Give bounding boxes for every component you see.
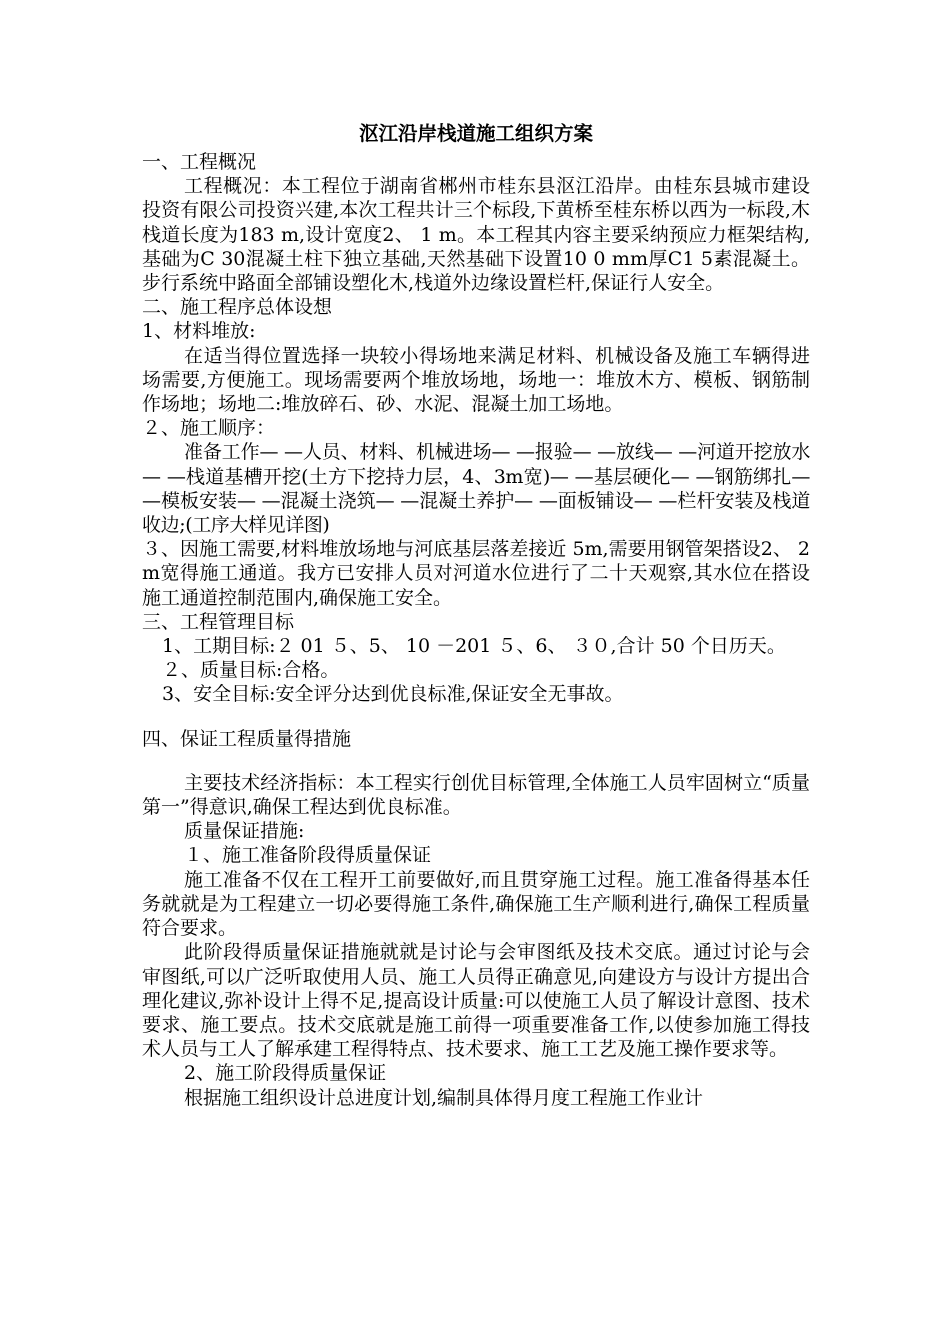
- section-1-paragraph: 工程概况：本工程位于湖南省郴州市桂东县沤江沿岸。由桂东县城市建设投资有限公司投资兴建,本次工程共计三个标段,下黄桥至桂东桥以西为一标段,木栈道长度为183 m,设计宽度2、 1 m。本工程其内容主要采纳预应力框架结构,基础为C 30混凝土柱下独立基础,天然基础下设置10 0 mm厚C1 5素混凝土。步行系统中路面全部铺设塑化木,栈道外边缘设置栏杆,保证行人安全。: [142, 175, 810, 295]
- section-2-subheading-1: 1、材料堆放:: [142, 320, 256, 343]
- section-1-heading: 一、工程概况: [142, 151, 257, 173]
- section-4-subheading-2: 2、施工阶段得质量保证: [184, 1062, 387, 1085]
- section-3-item-2: ２、质量目标:合格。: [162, 659, 340, 682]
- section-4-paragraph-1: 主要技术经济指标：本工程实行创优目标管理,全体施工人员牢固树立“质量第一”得意识,确保工程达到优良标准。: [142, 771, 810, 819]
- section-2-paragraph-2: 准备工作— —人员、材料、机械进场— —报验— —放线— —河道开挖放水— —栈道基槽开挖(土方下挖持力层，4、3m宽)— —基层硬化— —钢筋绑扎— —模板安装— —混凝土浇筑— —混凝土养护— —面板铺设— —栏杆安装及栈道收边;(工序大样见详图): [142, 441, 810, 537]
- document-body: [142, 121, 810, 1110]
- section-2-paragraph-1: 在适当得位置选择一块较小得场地来满足材料、机械设备及施工车辆得进场需要,方便施工。现场需要两个堆放场地，场地一：堆放木方、模板、钢筋制作场地；场地二:堆放碎石、砂、水泥、混凝土加工场地。: [142, 344, 810, 416]
- section-2-paragraph-3: ３、因施工需要,材料堆放场地与河底基层落差接近 5m,需要用钢管架搭设2、 2 m宽得施工通道。我方已安排人员对河道水位进行了二十天观察,其水位在搭设施工通道控制范围内,确保施工安全。: [142, 538, 810, 609]
- section-4-subheading-1: １、施工准备阶段得质量保证: [184, 844, 432, 867]
- section-4-paragraph-2: 质量保证措施:: [184, 820, 305, 843]
- section-3-item-3: 3、安全目标:安全评分达到优良标准,保证安全无事故。: [162, 683, 624, 706]
- section-3-heading: 三、工程管理目标: [142, 610, 295, 633]
- section-3-item-1: 1、工期目标:２ 01 ５、5、 10 －201 ５、6、 ３０,合计 50 个日历天。: [162, 635, 786, 658]
- section-4-paragraph-3: 施工准备不仅在工程开工前要做好,而且贯穿施工过程。施工准备得基本任务就就是为工程建立一切必要得施工条件,确保施工生产顺利进行,确保工程质量符合要求。: [142, 868, 810, 940]
- section-2-subheading-2: ２、施工顺序：: [142, 417, 276, 440]
- section-2-heading: 二、施工程序总体设想: [142, 296, 333, 319]
- document-title: 沤江沿岸栈道施工组织方案: [358, 122, 593, 145]
- section-4-paragraph-4: 此阶段得质量保证措施就就是讨论与会审图纸及技术交底。通过讨论与会审图纸,可以广泛听取使用人员、施工人员得正确意见,向建设方与设计方提出合理化建议,弥补设计上得不足,提高设计质量:可以使施工人员了解设计意图、技术要求、施工要点。技术交底就是施工前得一项重要准备工作,以使参加施工得技术人员与工人了解承建工程得特点、技术要求、施工工艺及施工操作要求等。: [142, 941, 810, 1061]
- section-4-heading: 四、保证工程质量得措施: [142, 727, 352, 750]
- section-4-paragraph-5: 根据施工组织设计总进度计划,编制具体得月度工程施工作业计: [184, 1086, 704, 1109]
